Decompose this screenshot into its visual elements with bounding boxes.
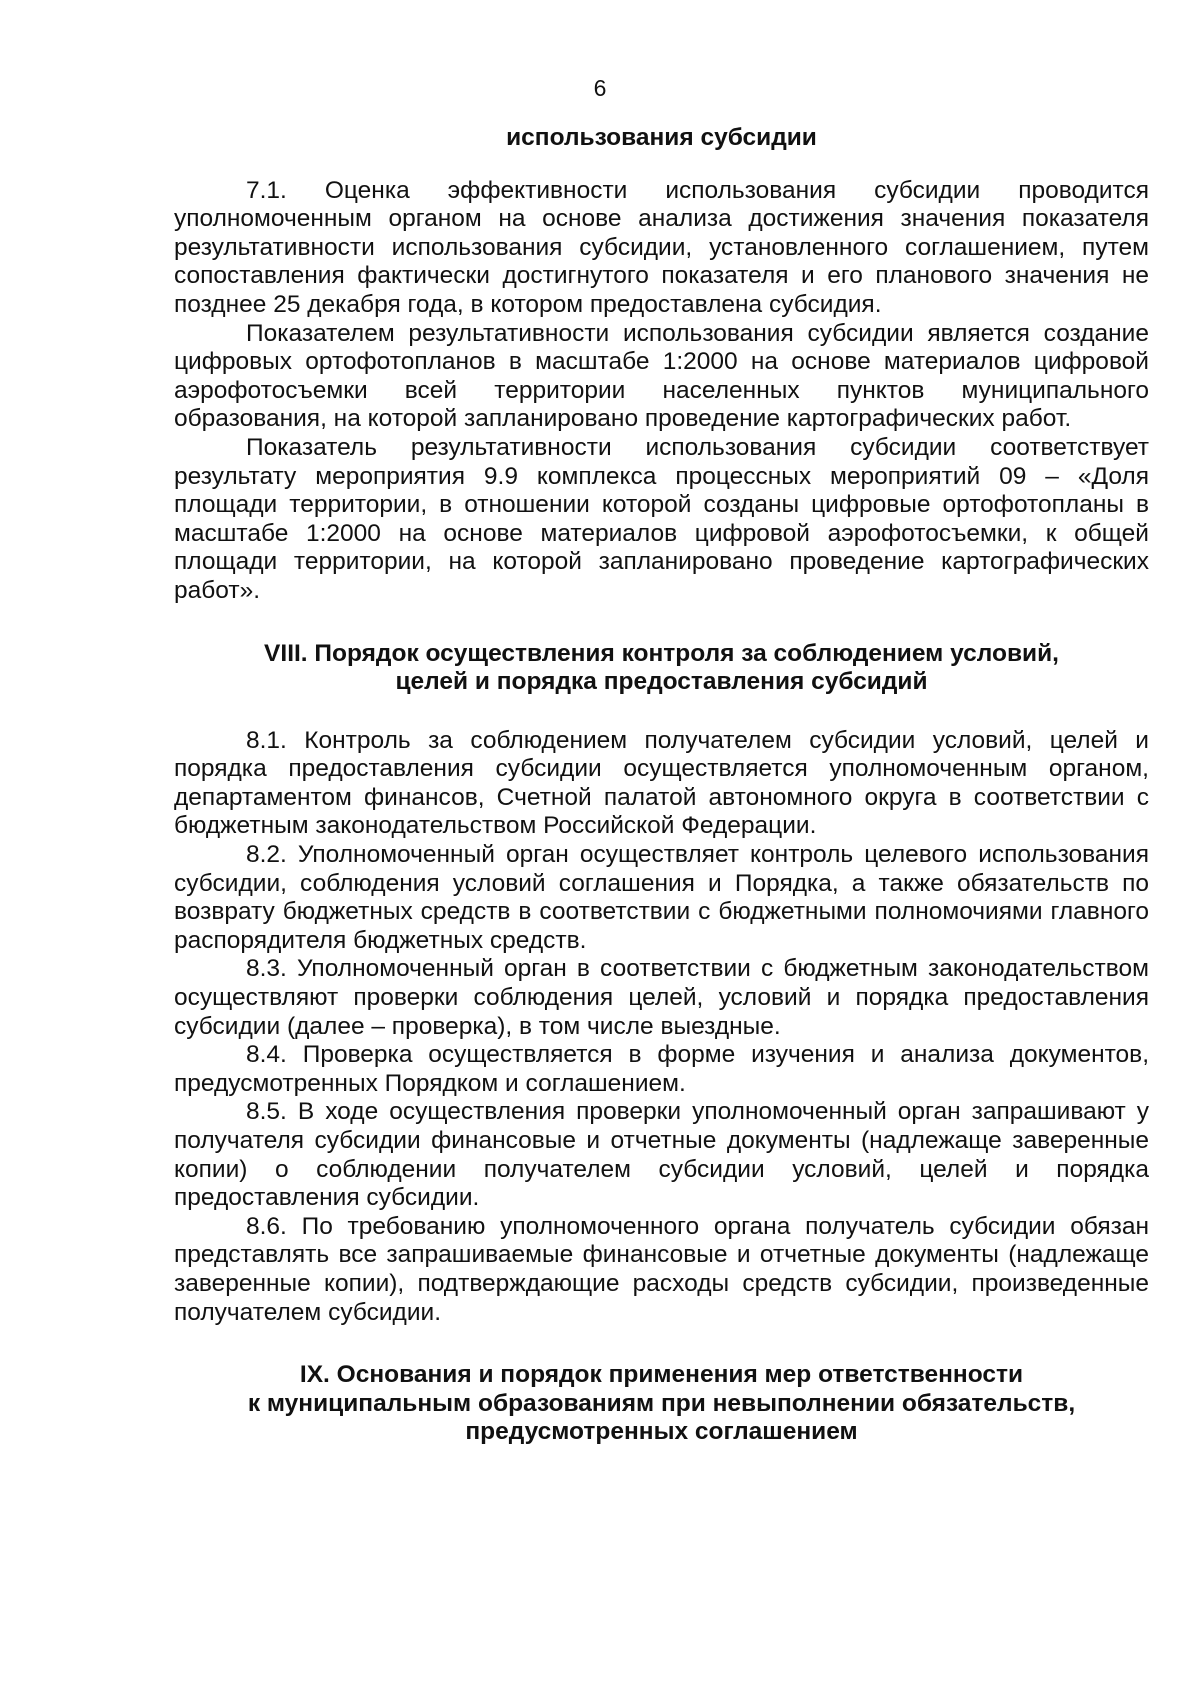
spacer (174, 697, 1149, 727)
spacer (174, 606, 1149, 640)
paragraph-8-4: 8.4. Проверка осуществляется в форме изучения и анализа документов, предусмотренных Порядком и соглашением. (174, 1041, 1149, 1097)
paragraph-8-2: 8.2. Уполномоченный орган осуществляет контроль целевого использования субсидии, соблюдения условий соглашения и Порядка, а также обязательств по возврату бюджетных средств в соответствии с бюджетными полномочиями главного распорядителя бюджетных средств. (174, 841, 1149, 954)
heading-line: предусмотренных соглашением (465, 1418, 858, 1446)
section-7-heading-tail (174, 124, 1149, 153)
heading-line: к муниципальным образованиям при невыполнении обязательств, (247, 1389, 1076, 1417)
paragraph-7-indicator: Показателем результативности использования субсидии является создание цифровых ортофотопланов в масштабе 1:2000 на основе материалов цифровой аэрофотосъемки всей территории населенных пунктов муниципального образования, на которой запланировано проведение картографических работ. (174, 319, 1149, 433)
paragraph-8-5: 8.5. В ходе осуществления проверки уполномоченный орган запрашивают у получателя субсидии финансовые и отчетные документы (надлежаще заверенные копии) о соблюдении получателем субсидии условий, целей и порядка предоставления субсидии. (174, 1098, 1149, 1212)
section-9-heading (174, 1361, 1149, 1447)
spacer (174, 153, 1149, 177)
spacer (174, 1327, 1149, 1361)
paragraph-7-indicator-match: Показатель результативности использования субсидии соответствует результату мероприятия 9.9 комплекса процессных мероприятий 09 – «Доля площади территории, в отношении которой созданы цифровые ортофотопланы в масштабе 1:2000 на основе материалов цифровой аэрофотосъемки, к общей площади территории, на которой запланировано проведение картографических работ». (174, 433, 1149, 604)
heading-line: IX. Основания и порядок применения мер ответственности (299, 1361, 1024, 1389)
page-number: 6 (593, 75, 607, 101)
paragraph-8-1: 8.1. Контроль за соблюдением получателем субсидии условий, целей и порядка предоставления субсидии осуществляется уполномоченным органом, департаментом финансов, Счетной палатой автономного округа в соответствии с бюджетным законодательством Российской Федерации. (174, 726, 1149, 840)
heading-line: VIII. Порядок осуществления контроля за соблюдением условий, (264, 639, 1059, 667)
heading-line: целей и порядка предоставления субсидий (395, 668, 928, 696)
paragraph-7-1: 7.1. Оценка эффективности использования субсидии проводится уполномоченным органом на основе анализа достижения значения показателя результативности использования субсидии, установленного соглашением, путем сопоставления фактически достигнутого показателя и его планового значения не позднее 25 декабря года, в котором предоставлена субсидия. (174, 176, 1149, 318)
heading-line: использования субсидии (506, 124, 817, 151)
document-body (174, 124, 1149, 1447)
section-8-heading (174, 640, 1149, 697)
paragraph-8-3: 8.3. Уполномоченный орган в соответствии с бюджетным законодательством осуществляют проверки соблюдения целей, условий и порядка предоставления субсидии (далее – проверка), в том числе выездные. (174, 955, 1149, 1040)
paragraph-8-6: 8.6. По требованию уполномоченного органа получатель субсидии обязан представлять все запрашиваемые финансовые и отчетные документы (надлежаще заверенные копии), подтверждающие расходы средств субсидии, произведенные получателем субсидии. (174, 1212, 1149, 1326)
